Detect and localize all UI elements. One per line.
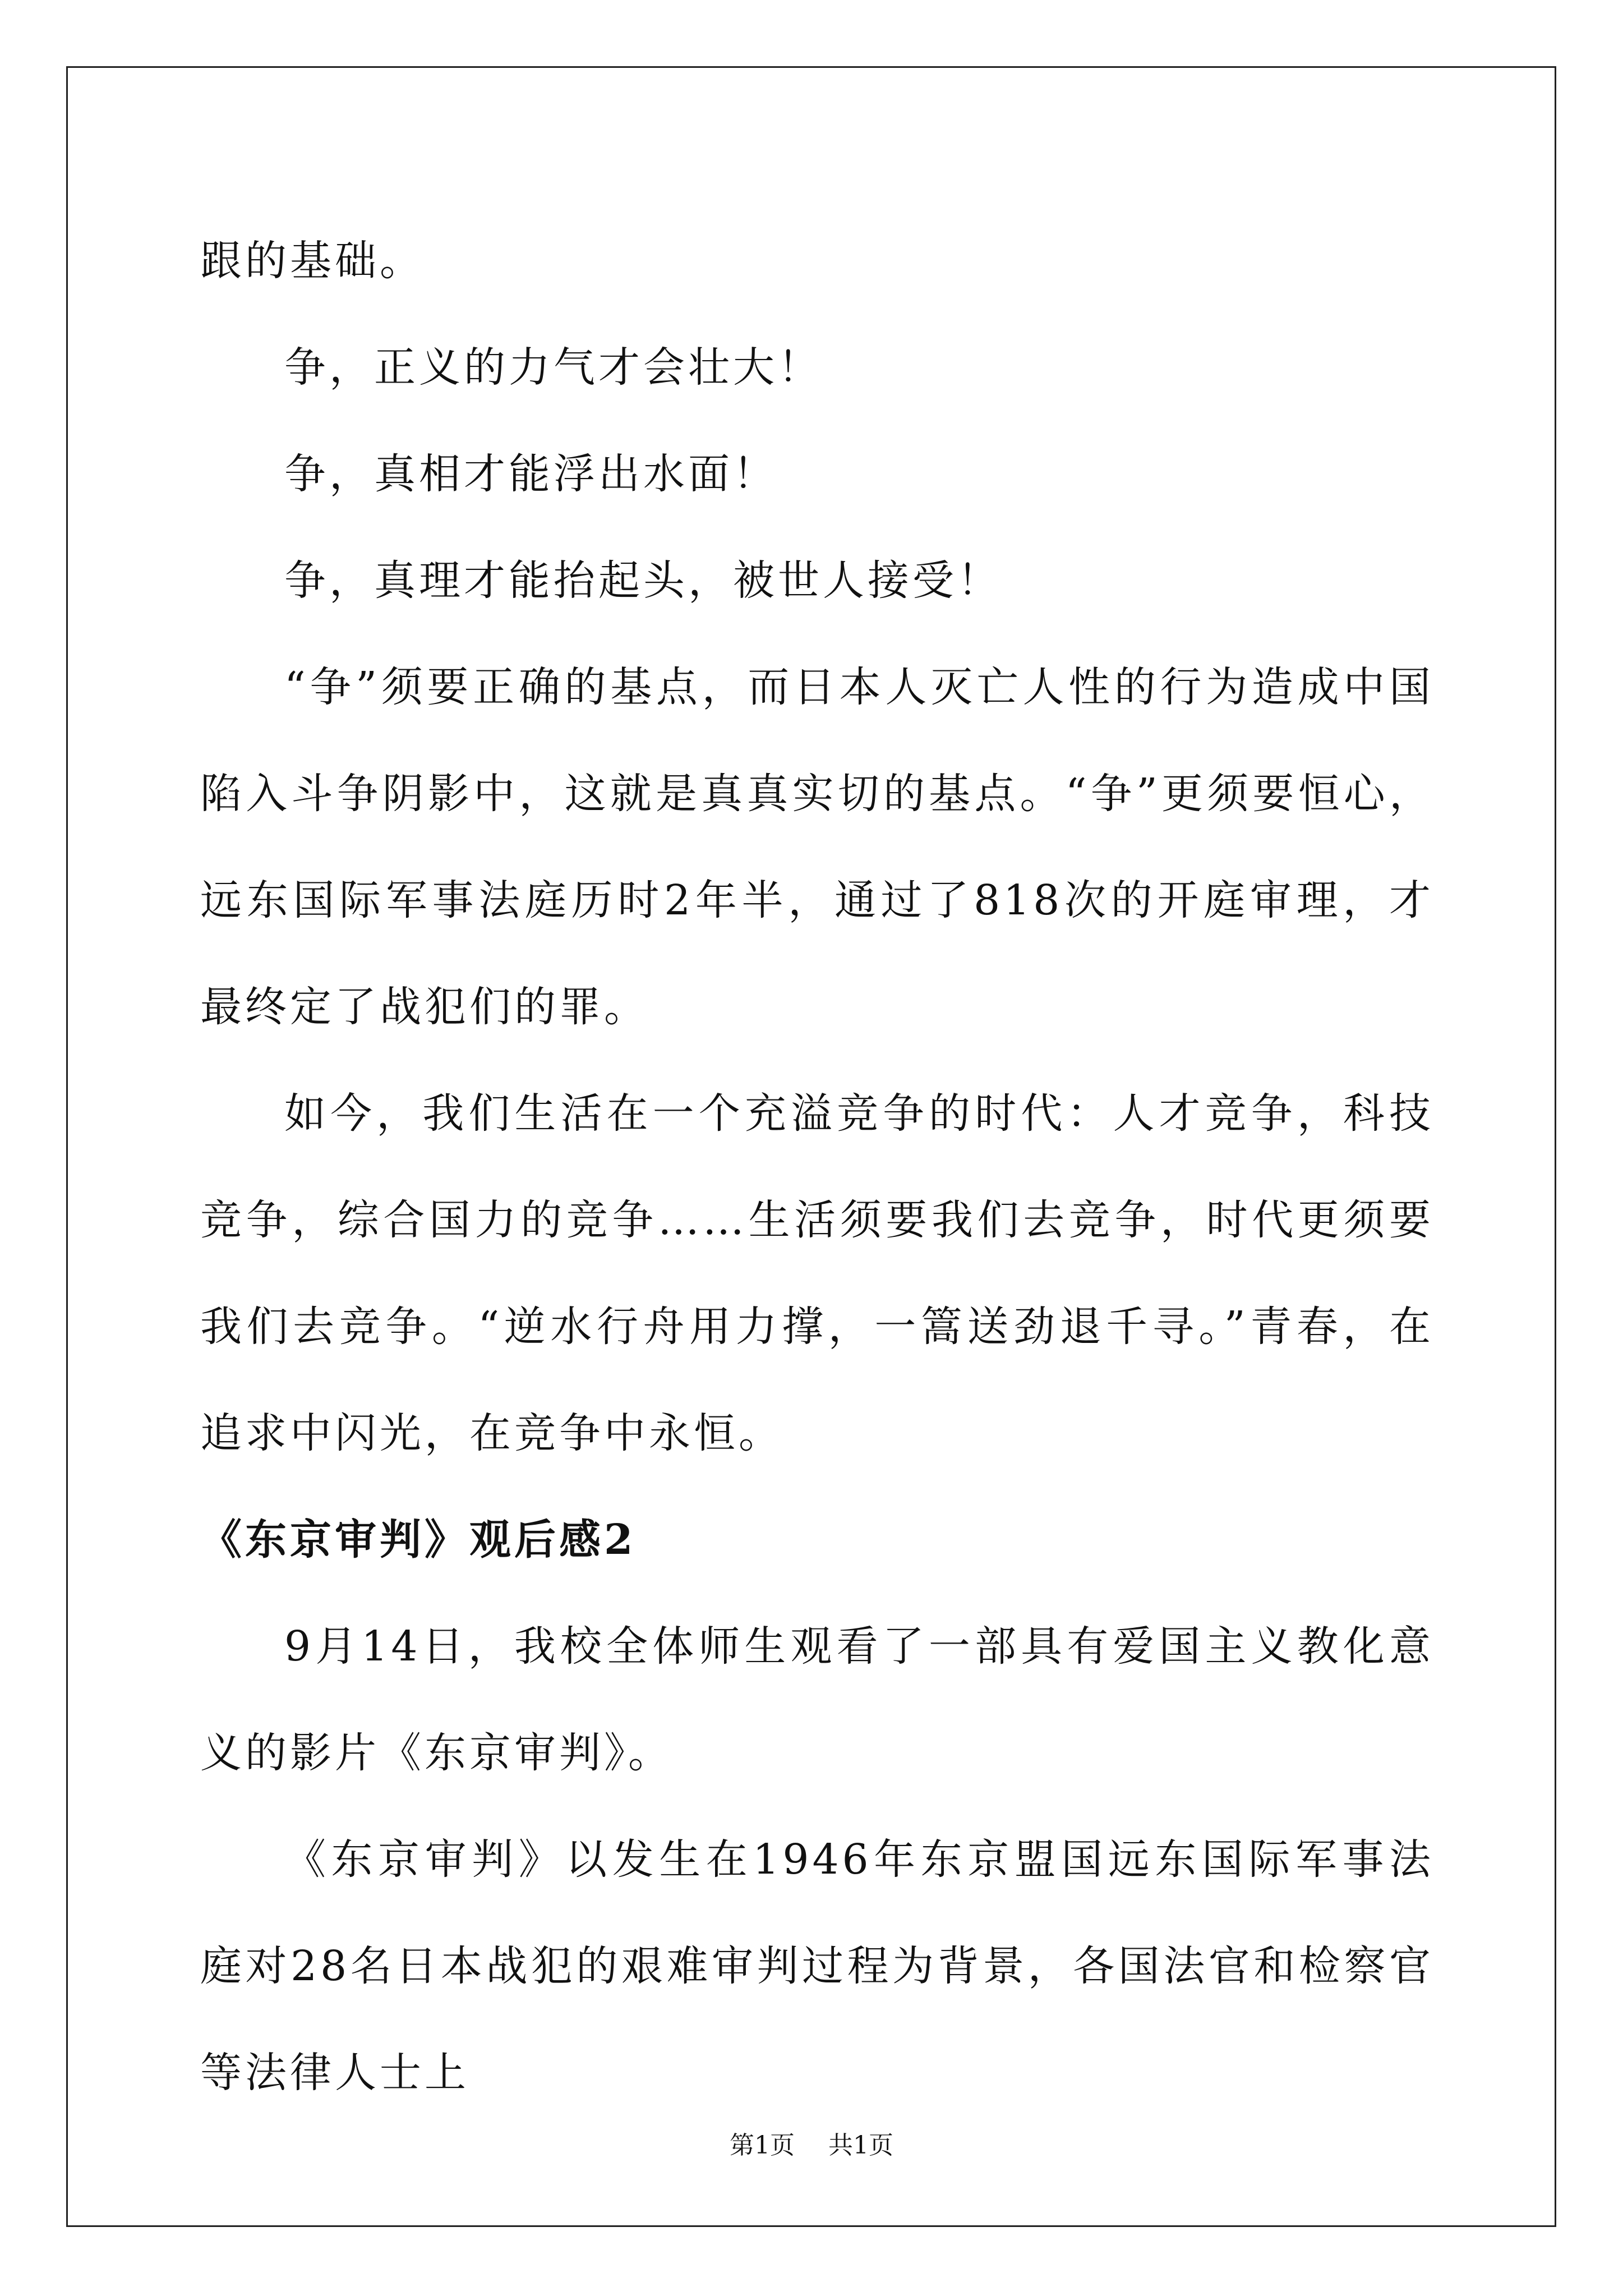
paragraph: 争，真相才能浮出水面！ [284, 450, 778, 498]
paragraph: 争，真理才能抬起头，被世人接受！ [284, 556, 1002, 605]
paragraph: 9月14日，我校全体师生观看了一部具有爱国主义教化意义的影片《东京审判》。 [200, 1622, 1434, 1777]
paragraph: 如今，我们生活在一个充溢竞争的时代：人才竞争，科技竞争，综合国力的竞争……生活须要我们去竞争，时代更须要我们去竞争。“逆水行舟用力撑，一篙送劲退千寻。”青春，在追求中闪光，在竞争中永恒。 [200, 1089, 1434, 1457]
document-body [200, 208, 1434, 2126]
paragraph: “争”须要正确的基点，而日本人灭亡人性的行为造成中国陷入斗争阴影中，这就是真真实切的基点。“争”更须要恒心，远东国际军事法庭历时2年半，通过了818次的开庭审理，才最终定了战犯们的罪。 [200, 663, 1434, 1031]
section-title: 《东京审判》观后感2 [200, 1516, 637, 1564]
page-total: 共1页 [828, 2131, 893, 2160]
page-number: 第1页 [730, 2131, 795, 2160]
paragraph: 跟的基础。 [200, 237, 425, 285]
paragraph: 争，正义的力气才会壮大！ [284, 343, 823, 392]
paragraph: 《东京审判》以发生在1946年东京盟国远东国际军事法庭对28名日本战犯的艰难审判过程为背景，各国法官和检察官等法律人士上 [200, 1835, 1434, 2097]
page-footer [0, 2129, 1623, 2162]
